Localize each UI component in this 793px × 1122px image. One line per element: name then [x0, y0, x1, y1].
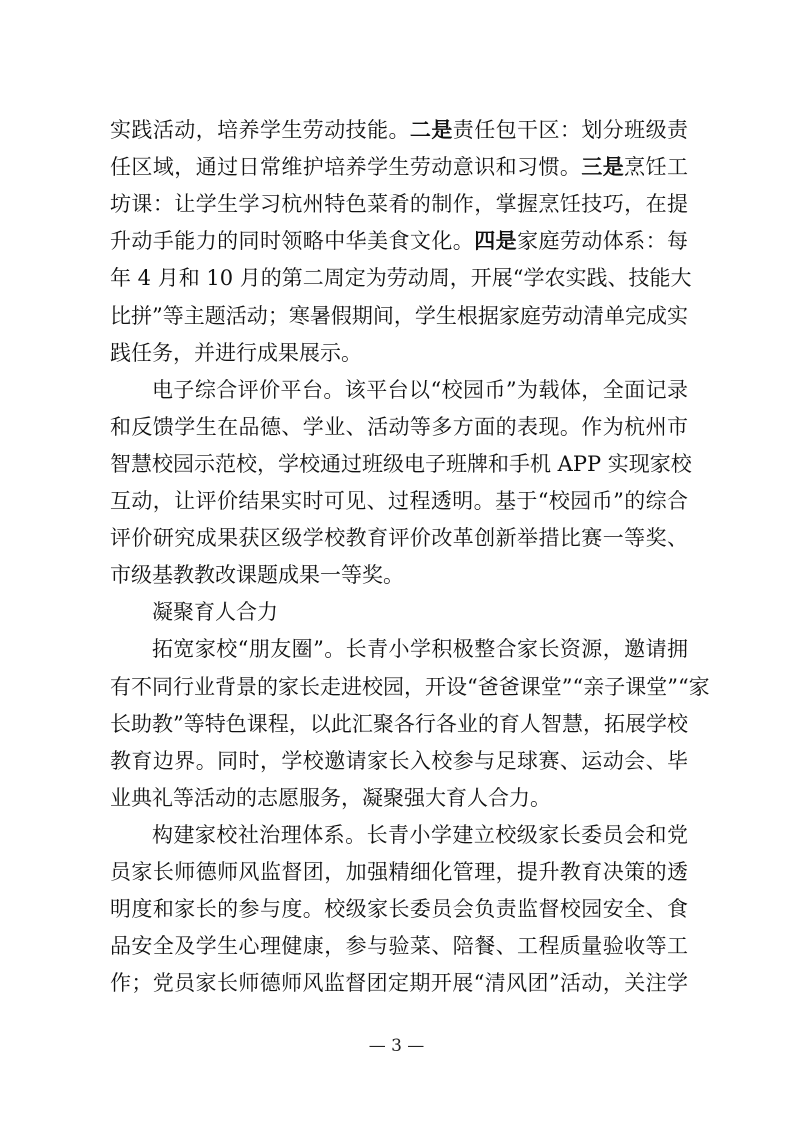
text-line — [110, 560, 688, 590]
text-line — [110, 486, 688, 516]
text-line — [110, 338, 688, 368]
text-line — [110, 783, 688, 813]
text-line — [110, 301, 688, 331]
text-segment: 年 4 月和 10 月的第二周定为劳动周，开展“学农实践、技能大 — [110, 266, 692, 291]
text-segment: 员家长师德师风监督团，加强精细化管理，提升教育决策的透 — [110, 860, 688, 884]
text-line — [110, 931, 688, 961]
text-line — [110, 115, 688, 145]
bold-lead-text: 三是 — [581, 154, 625, 180]
text-segment: 烹饪工 — [624, 155, 689, 180]
text-segment: 作；党员家长师德师风监督团定期开展“清风团”活动，关注学 — [110, 971, 688, 996]
text-segment: 责任包干区：划分班级责 — [452, 118, 689, 142]
text-segment: 家庭劳动体系：每 — [517, 229, 689, 254]
text-segment: 智慧校园示范校，学校通过班级电子班牌和手机 APP 实现家校 — [110, 451, 692, 476]
text-segment: 践任务，并进行成果展示。 — [110, 340, 362, 365]
text-segment: 品安全及学生心理健康，参与验菜、陪餐、工程质量验收等工 — [110, 934, 688, 959]
text-line — [110, 857, 688, 887]
text-segment: 和反馈学生在品德、学业、活动等多方面的表现。作为杭州市 — [110, 414, 688, 439]
text-line — [152, 820, 688, 850]
text-line — [110, 226, 688, 256]
text-segment: 任区域，通过日常维护培养学生劳动意识和习惯。 — [110, 155, 582, 180]
text-line — [110, 263, 692, 293]
text-line — [110, 672, 710, 702]
text-line — [110, 746, 688, 776]
text-segment: 升动手能力的同时领略中华美食文化。 — [110, 229, 475, 254]
text-segment: 有不同行业背景的家长走进校园，开设“爸爸课堂”“亲子课堂”“家 — [110, 674, 710, 699]
text-segment: 凝聚育人合力 — [152, 600, 278, 625]
text-segment: 实践活动，培养学生劳动技能。 — [110, 118, 410, 142]
text-segment: 互动，让评价结果实时可见、过程透明。基于“校园币”的综合 — [110, 489, 688, 513]
text-segment: 拓宽家校“朋友圈”。长青小学积极整合家长资源，邀请拥 — [152, 637, 688, 662]
text-segment: 比拼”等主题活动；寒暑假期间，学生根据家庭劳动清单完成实 — [110, 303, 688, 328]
text-segment: 坊课：让学生学习杭州特色菜肴的制作，掌握烹饪技巧，在提 — [110, 192, 688, 217]
text-line — [152, 634, 688, 664]
bold-lead-text: 二是 — [409, 117, 453, 142]
text-segment: 业典礼等活动的志愿服务，凝聚强大育人合力。 — [110, 785, 551, 810]
text-line — [110, 523, 688, 553]
text-line — [110, 189, 688, 219]
text-line — [152, 375, 688, 405]
text-segment: 评价研究成果获区级学校教育评价改革创新举措比赛一等奖、 — [110, 526, 688, 551]
page-number: — 3 — — [368, 1036, 425, 1056]
text-segment: 明度和家长的参与度。校级家长委员会负责监督校园安全、食 — [110, 897, 688, 922]
text-line — [110, 412, 688, 442]
text-line — [110, 449, 692, 479]
text-line — [110, 894, 688, 924]
text-segment: 电子综合评价平台。该平台以“校园币”为载体，全面记录 — [152, 377, 688, 402]
text-segment: 教育边界。同时，学校邀请家长入校参与足球赛、运动会、毕 — [110, 748, 688, 773]
text-line — [110, 968, 688, 998]
bold-lead-text: 四是 — [474, 228, 518, 254]
text-line — [110, 152, 688, 182]
text-line — [110, 709, 688, 739]
text-line — [152, 597, 688, 627]
text-segment: 长助教”等特色课程，以此汇聚各行各业的育人智慧，拓展学校 — [110, 711, 688, 736]
text-segment: 市级基教教改课题成果一等奖。 — [110, 563, 404, 588]
text-segment: 构建家校社治理体系。长青小学建立校级家长委员会和党 — [152, 822, 688, 847]
